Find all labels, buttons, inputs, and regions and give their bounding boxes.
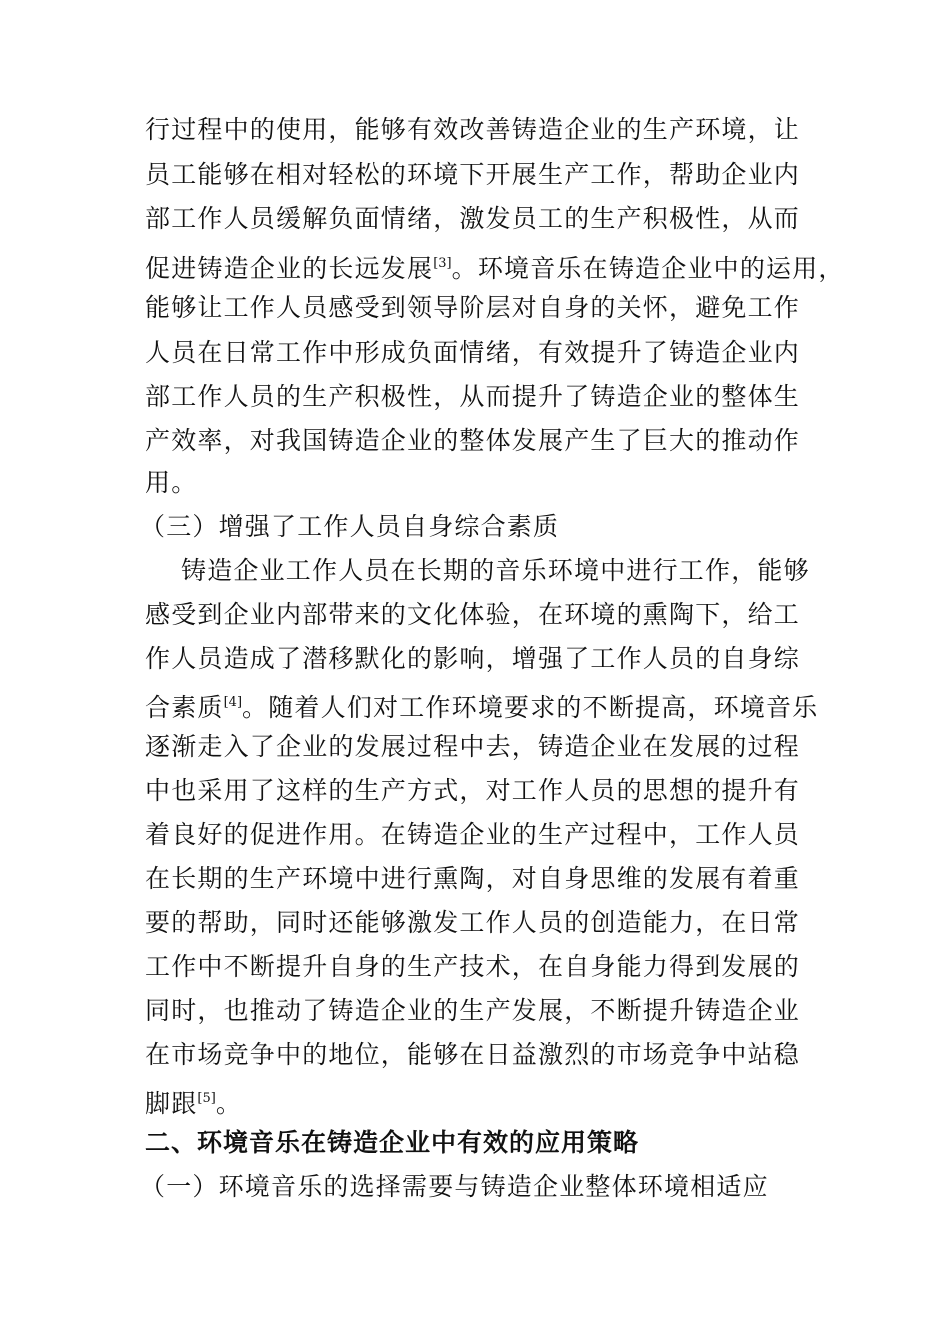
text-segment: 合素质 [145,693,224,722]
paragraph-line: 行过程中的使用，能够有效改善铸造企业的生产环境，让 [145,115,801,144]
citation-ref[interactable]: [3] [433,256,452,271]
paragraph-line [145,1084,242,1119]
text-segment: 促进铸造企业的长远发展 [145,254,434,283]
paragraph-line: 逐渐走入了企业的发展过程中去，铸造企业在发展的过程 [145,732,801,761]
paragraph-line: 部工作人员缓解负面情绪，激发员工的生产积极性，从而 [145,204,801,233]
text-segment: 。随着人们对工作环境要求的不断提高，环境音乐 [242,693,819,722]
paragraph-line: 同时，也推动了铸造企业的生产发展，不断提升铸造企业 [145,996,801,1025]
text-segment: 脚跟 [145,1089,198,1118]
paragraph-line: 部工作人员的生产积极性，从而提升了铸造企业的整体生 [145,382,801,411]
paragraph-line: 在市场竞争中的地位，能够在日益激烈的市场竞争中站稳 [145,1040,801,1069]
paragraph-line: 产效率，对我国铸造企业的整体发展产生了巨大的推动作 [145,426,801,455]
paragraph-line: 能够让工作人员感受到领导阶层对自身的关怀，避免工作 [145,293,801,322]
text-segment: 。 [215,1089,243,1118]
chapter-heading: 二、环境音乐在铸造企业中有效的应用策略 [145,1128,640,1157]
paragraph-line: 员工能够在相对轻松的环境下开展生产工作，帮助企业内 [145,160,801,189]
citation-ref[interactable]: [5] [197,1091,216,1106]
paragraph-line: 作人员造成了潜移默化的影响，增强了工作人员的自身综 [145,644,801,673]
paragraph-line [145,688,818,723]
citation-ref[interactable]: [4] [223,695,243,710]
paragraph-line: 铸造企业工作人员在长期的音乐环境中进行工作，能够 [181,556,810,585]
paragraph-line: 人员在日常工作中形成负面情绪，有效提升了铸造企业内 [145,338,801,367]
paragraph-line: 用。 [145,468,198,497]
paragraph-line: 要的帮助，同时还能够激发工作人员的创造能力，在日常 [145,908,801,937]
section-heading: （一）环境音乐的选择需要与铸造企业整体环境相适应 [140,1172,769,1201]
paragraph-line: 工作中不断提升自身的生产技术，在自身能力得到发展的 [145,952,801,981]
paragraph-line: 着良好的促进作用。在铸造企业的生产过程中，工作人员 [145,820,801,849]
paragraph-line: 在长期的生产环境中进行熏陶，对自身思维的发展有着重 [145,864,801,893]
paragraph-line [145,249,845,284]
paragraph-line: 感受到企业内部带来的文化体验，在环境的熏陶下，给工 [145,600,801,629]
text-segment: 。环境音乐在铸造企业中的运用， [451,254,845,283]
section-heading: （三）增强了工作人员自身综合素质 [140,512,560,541]
paragraph-line: 中也采用了这样的生产方式，对工作人员的思想的提升有 [145,776,801,805]
